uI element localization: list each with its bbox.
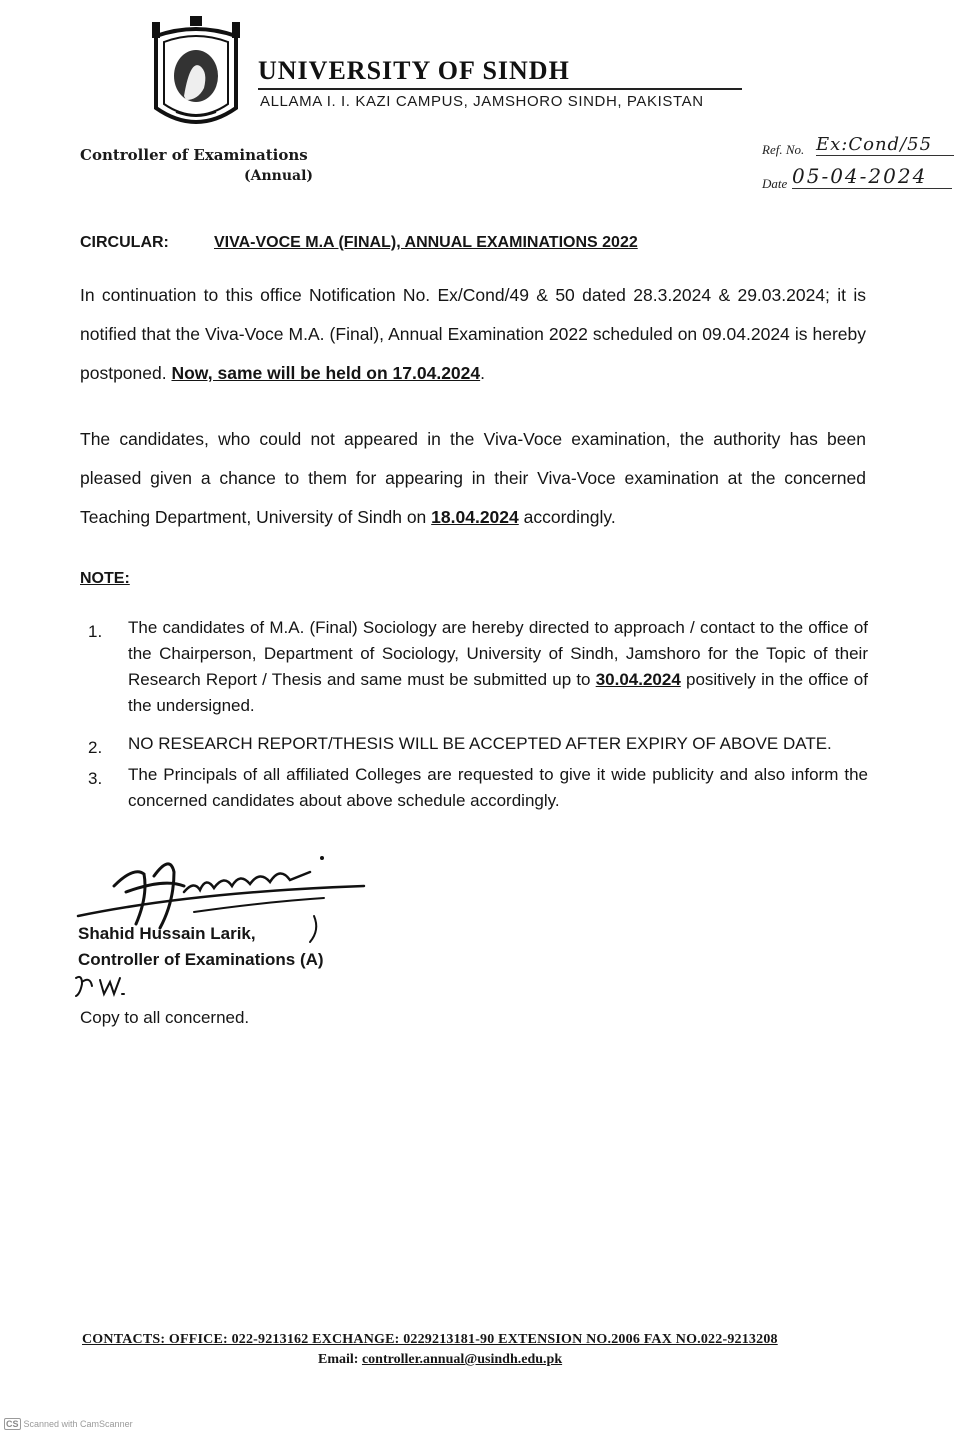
absentee-date: 18.04.2024 — [431, 507, 519, 527]
distribution-line: Copy to all concerned. — [80, 1008, 250, 1027]
note-heading: NOTE: — [80, 570, 130, 587]
circular-title: VIVA-VOCE M.A (FINAL), ANNUAL EXAMINATIONS 2022 — [214, 234, 638, 251]
submission-deadline: 30.04.2024 — [595, 670, 681, 689]
footer-email — [318, 1352, 562, 1368]
footer-contacts: CONTACTS: OFFICE: 022-9213162 EXCHANGE: 0229213181-90 EXTENSION NO.2006 FAX NO.022-9213208 — [82, 1332, 778, 1347]
paragraph-end: . — [480, 363, 486, 383]
paragraph-text: The candidates, who could not appeared in the Viva-Voce examination, the authority has been pleased given a chance to them for appearing in their Viva-Voce examination at the concerned Teaching Department, University of Sindh on — [80, 429, 866, 527]
ref-value: Ex:Cond/55 — [816, 134, 954, 156]
issuing-office: Controller of Examinations — [80, 146, 308, 164]
paragraph-text: In continuation to this office Notification No. Ex/Cond/49 & 50 dated 28.3.2024 & 29.03.2024; it is notified that the Viva-Voce M.A. (Final), Annual Examination 2022 scheduled on 09.04.2024 is hereby postponed. — [80, 285, 866, 383]
ref-label: Ref. No. — [762, 142, 805, 157]
scanner-text: Scanned with CamScanner — [23, 1419, 133, 1429]
note-text: NO RESEARCH REPORT/THESIS WILL BE ACCEPTED AFTER EXPIRY OF ABOVE DATE. — [128, 734, 832, 753]
paragraph-postponement — [80, 276, 866, 393]
paragraph-end: accordingly. — [523, 507, 616, 527]
note-number: 3. — [88, 769, 103, 788]
email-link[interactable]: controller.annual@usindh.edu.pk — [361, 1352, 563, 1367]
note-number: 1. — [88, 622, 103, 641]
note-item — [88, 731, 868, 757]
note-item — [88, 615, 868, 719]
issue-date — [762, 164, 928, 192]
circular-label: CIRCULAR: — [80, 234, 169, 251]
note-number: 2. — [88, 738, 103, 757]
date-label: Date — [762, 176, 788, 191]
note-end: positively in the office of the undersigned. — [128, 670, 868, 715]
date-value: 05-04-2024 — [792, 164, 952, 189]
handwritten-initials — [72, 972, 142, 1000]
signatory-name: Shahid Hussain Larik, — [78, 924, 256, 943]
signatory-title: Controller of Examinations (A) — [78, 950, 324, 969]
new-date-notice: Now, same will be held on 17.04.2024 — [171, 363, 481, 383]
camscanner-logo-icon: CS — [6, 1419, 19, 1429]
email-label: Email: — [318, 1352, 359, 1367]
issuing-office-sub: (Annual) — [244, 168, 314, 184]
university-seal-logo — [146, 16, 246, 134]
note-item — [88, 762, 868, 814]
note-text — [128, 615, 868, 719]
reference-number — [762, 134, 933, 158]
note-body: The candidates of M.A. (Final) Sociology are hereby directed to approach / contact to the office of the Chairperson, Department of Sociology, University of Sindh, Jamshoro for the Topic of their Research Report / Thesis and same must be submitted up to — [128, 618, 868, 689]
campus-address: ALLAMA I. I. KAZI CAMPUS, JAMSHORO SINDH, PAKISTAN — [260, 93, 704, 110]
university-name: UNIVERSITY OF SINDH — [258, 56, 570, 85]
scanner-watermark — [4, 1418, 133, 1430]
paragraph-absentees — [80, 420, 866, 537]
note-text: The Principals of all affiliated Colleges are requested to give it wide publicity and also inform the concerned candidates about above schedule accordingly. — [128, 765, 868, 810]
header-rule — [258, 88, 742, 90]
